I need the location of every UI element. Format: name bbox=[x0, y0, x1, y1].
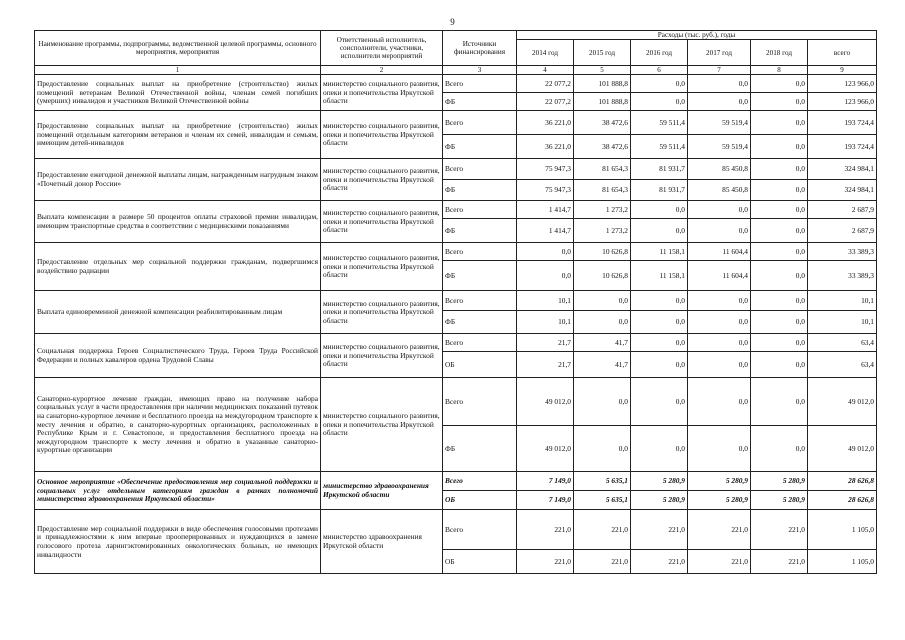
year-value: 0,0 bbox=[751, 334, 808, 352]
year-value: 41,7 bbox=[574, 352, 631, 378]
table-row bbox=[35, 111, 877, 135]
year-value: 81 654,3 bbox=[574, 180, 631, 201]
responsible-executor: министерство социального развития, опеки и попечительства Иркутской области bbox=[321, 159, 443, 201]
responsible-executor: министерство социального развития, опеки и попечительства Иркутской области bbox=[321, 378, 443, 472]
year-value: 7 149,0 bbox=[517, 491, 574, 510]
year-value: 0,0 bbox=[631, 378, 688, 426]
funding-source: ФБ bbox=[443, 426, 517, 472]
header-responsible: Ответственный исполнитель, соисполнители, участники, исполнители мероприятий bbox=[321, 31, 443, 66]
year-value: 221,0 bbox=[751, 510, 808, 550]
year-value: 0,0 bbox=[751, 311, 808, 334]
table-row bbox=[35, 510, 877, 550]
year-value: 10,1 bbox=[517, 291, 574, 311]
column-number: 5 bbox=[574, 66, 631, 75]
year-value: 81 931,7 bbox=[631, 159, 688, 180]
year-value: 221,0 bbox=[751, 550, 808, 574]
responsible-executor: министерство социального развития, опеки и попечительства Иркутской области bbox=[321, 243, 443, 291]
year-value: 0,0 bbox=[751, 135, 808, 159]
funding-source: ФБ bbox=[443, 261, 517, 291]
table-row bbox=[35, 201, 877, 219]
header-year: 2016 год bbox=[631, 40, 688, 66]
header-source: Источники финансирования bbox=[443, 31, 517, 66]
responsible-executor: министерство социального развития, опеки и попечительства Иркутской области bbox=[321, 334, 443, 378]
year-value: 11 604,4 bbox=[688, 243, 751, 261]
funding-source: Всего bbox=[443, 334, 517, 352]
year-value: 75 947,3 bbox=[517, 180, 574, 201]
year-value: 0,0 bbox=[574, 291, 631, 311]
year-value: 1 414,7 bbox=[517, 219, 574, 243]
measure-name: Выплата единовременной денежной компенсации реабилитированным лицам bbox=[35, 291, 321, 334]
year-value: 59 511,4 bbox=[631, 111, 688, 135]
year-value: 81 931,7 bbox=[631, 180, 688, 201]
year-value: 221,0 bbox=[574, 550, 631, 574]
expenditure-table bbox=[34, 30, 877, 574]
year-value: 59 511,4 bbox=[631, 135, 688, 159]
header-name: Наименование программы, подпрограммы, ведомственной целевой программы, основного мероприятия, мероприятия bbox=[35, 31, 321, 66]
funding-source: Всего bbox=[443, 201, 517, 219]
total-value: 49 012,0 bbox=[808, 378, 877, 426]
year-value: 49 012,0 bbox=[517, 378, 574, 426]
year-value: 0,0 bbox=[751, 243, 808, 261]
year-value: 11 604,4 bbox=[688, 261, 751, 291]
table-header bbox=[35, 31, 877, 75]
year-value: 10 626,8 bbox=[574, 243, 631, 261]
table-row bbox=[35, 378, 877, 426]
year-value: 0,0 bbox=[631, 334, 688, 352]
total-value: 33 389,3 bbox=[808, 243, 877, 261]
funding-source: Всего bbox=[443, 111, 517, 135]
table-row bbox=[35, 243, 877, 261]
year-value: 41,7 bbox=[574, 334, 631, 352]
year-value: 22 077,2 bbox=[517, 93, 574, 111]
year-value: 221,0 bbox=[688, 510, 751, 550]
year-value: 0,0 bbox=[631, 93, 688, 111]
year-value: 221,0 bbox=[631, 550, 688, 574]
header-total: всего bbox=[808, 40, 877, 66]
year-value: 11 158,1 bbox=[631, 243, 688, 261]
measure-name: Предоставление социальных выплат на приобретение (строительство) жилых помещений ветеранам Великой Отечественной войны, членам семей погибших (умерших) инвалидов и участников Великой Отечественной войны bbox=[35, 75, 321, 111]
year-value: 0,0 bbox=[688, 93, 751, 111]
year-value: 0,0 bbox=[751, 201, 808, 219]
total-value: 1 105,0 bbox=[808, 510, 877, 550]
year-value: 59 519,4 bbox=[688, 111, 751, 135]
year-value: 5 280,9 bbox=[751, 472, 808, 491]
year-value: 0,0 bbox=[751, 378, 808, 426]
year-value: 36 221,0 bbox=[517, 135, 574, 159]
year-value: 5 280,9 bbox=[751, 491, 808, 510]
funding-source: ФБ bbox=[443, 219, 517, 243]
measure-name: Санаторно-курортное лечение граждан, имеющих право на получение набора социальных услуг в части предоставления при наличии медицинских показаний путевок на санаторно-курортное лечение и бесплатного проезда на междугородном транспорте к месту лечения и обратно, в санаторно-курортных организациях, расположенных в Республике Крым и г. Севастополе, и предоставления бесплатного проезда на междугородном транспорте к месту лечения и обратно в указанные санаторно-курортные организации bbox=[35, 378, 321, 472]
responsible-executor: министерство социального развития, опеки и попечительства Иркутской области bbox=[321, 201, 443, 243]
measure-name: Основное мероприятие «Обеспечение предоставления мер социальной поддержки и социальных услуг отдельным категориям граждан в рамках полномочий министерства здравоохранения Иркутской области» bbox=[35, 472, 321, 510]
year-value: 1 273,2 bbox=[574, 219, 631, 243]
year-value: 0,0 bbox=[631, 201, 688, 219]
responsible-executor: министерство социального развития, опеки и попечительства Иркутской области bbox=[321, 75, 443, 111]
year-value: 5 635,1 bbox=[574, 472, 631, 491]
year-value: 0,0 bbox=[574, 311, 631, 334]
total-value: 123 966,0 bbox=[808, 75, 877, 93]
total-value: 2 687,9 bbox=[808, 219, 877, 243]
year-value: 0,0 bbox=[574, 426, 631, 472]
year-value: 5 280,9 bbox=[631, 491, 688, 510]
year-value: 0,0 bbox=[688, 201, 751, 219]
total-value: 10,1 bbox=[808, 291, 877, 311]
year-value: 101 888,8 bbox=[574, 75, 631, 93]
year-value: 0,0 bbox=[751, 75, 808, 93]
year-value: 75 947,3 bbox=[517, 159, 574, 180]
year-value: 221,0 bbox=[688, 550, 751, 574]
year-value: 0,0 bbox=[751, 426, 808, 472]
year-value: 0,0 bbox=[751, 352, 808, 378]
measure-name: Предоставление ежегодной денежной выплаты лицам, награжденным нагрудным знаком «Почетный донор России» bbox=[35, 159, 321, 201]
responsible-executor: министерство социального развития, опеки и попечительства Иркутской области bbox=[321, 111, 443, 159]
year-value: 0,0 bbox=[751, 111, 808, 135]
header-expenses: Расходы (тыс. руб.), годы bbox=[517, 31, 877, 40]
header-year: 2014 год bbox=[517, 40, 574, 66]
year-value: 0,0 bbox=[631, 291, 688, 311]
year-value: 11 158,1 bbox=[631, 261, 688, 291]
year-value: 21,7 bbox=[517, 352, 574, 378]
column-number: 3 bbox=[443, 66, 517, 75]
year-value: 7 149,0 bbox=[517, 472, 574, 491]
measure-name: Выплата компенсации в размере 50 процентов оплаты страховой премии инвалидам, имеющим транспортные средства в соответствии с медицинскими показаниями bbox=[35, 201, 321, 243]
column-number: 1 bbox=[35, 66, 321, 75]
year-value: 0,0 bbox=[631, 352, 688, 378]
header-year: 2017 год bbox=[688, 40, 751, 66]
funding-source: ОБ bbox=[443, 352, 517, 378]
year-value: 38 472,6 bbox=[574, 135, 631, 159]
year-value: 0,0 bbox=[751, 219, 808, 243]
year-value: 22 077,2 bbox=[517, 75, 574, 93]
year-value: 1 273,2 bbox=[574, 201, 631, 219]
responsible-executor: министерство здравоохранения Иркутской области bbox=[321, 472, 443, 510]
measure-name: Предоставление отдельных мер социальной поддержки гражданам, подвергшимся воздействию радиации bbox=[35, 243, 321, 291]
year-value: 0,0 bbox=[517, 261, 574, 291]
year-value: 81 654,3 bbox=[574, 159, 631, 180]
year-value: 10,1 bbox=[517, 311, 574, 334]
year-value: 0,0 bbox=[631, 219, 688, 243]
year-value: 0,0 bbox=[631, 311, 688, 334]
total-value: 33 389,3 bbox=[808, 261, 877, 291]
funding-source: ФБ bbox=[443, 135, 517, 159]
column-number: 7 bbox=[688, 66, 751, 75]
responsible-executor: министерство социального развития, опеки и попечительства Иркутской области bbox=[321, 291, 443, 334]
measure-name: Предоставление мер социальной поддержки в виде обеспечения голосовыми протезами и принадлежностями к ним впервые прооперированных и нуждающихся в замене голосового протеза ларингэктомированных онкологических больных, не имеющих инвалидности bbox=[35, 510, 321, 574]
funding-source: Всего bbox=[443, 243, 517, 261]
year-value: 5 280,9 bbox=[688, 472, 751, 491]
year-value: 0,0 bbox=[631, 426, 688, 472]
column-number: 6 bbox=[631, 66, 688, 75]
year-value: 0,0 bbox=[688, 311, 751, 334]
total-value: 193 724,4 bbox=[808, 135, 877, 159]
year-value: 221,0 bbox=[631, 510, 688, 550]
funding-source: ФБ bbox=[443, 93, 517, 111]
column-number: 2 bbox=[321, 66, 443, 75]
total-value: 324 984,1 bbox=[808, 159, 877, 180]
total-value: 1 105,0 bbox=[808, 550, 877, 574]
year-value: 0,0 bbox=[751, 159, 808, 180]
year-value: 5 280,9 bbox=[631, 472, 688, 491]
measure-name: Предоставление социальных выплат на приобретение (строительство) жилых помещений отдельным категориям ветеранов и членам их семей, инвалидам и семьям, имеющим детей-инвалидов bbox=[35, 111, 321, 159]
table-row bbox=[35, 472, 877, 491]
column-number: 4 bbox=[517, 66, 574, 75]
total-value: 63,4 bbox=[808, 352, 877, 378]
year-value: 0,0 bbox=[688, 426, 751, 472]
year-value: 38 472,6 bbox=[574, 111, 631, 135]
year-value: 0,0 bbox=[517, 243, 574, 261]
total-value: 10,1 bbox=[808, 311, 877, 334]
funding-source: Всего bbox=[443, 472, 517, 491]
table-row bbox=[35, 334, 877, 352]
year-value: 221,0 bbox=[517, 510, 574, 550]
funding-source: ФБ bbox=[443, 311, 517, 334]
total-value: 193 724,4 bbox=[808, 111, 877, 135]
funding-source: Всего bbox=[443, 378, 517, 426]
total-value: 324 984,1 bbox=[808, 180, 877, 201]
column-number: 9 bbox=[808, 66, 877, 75]
table-row bbox=[35, 291, 877, 311]
year-value: 0,0 bbox=[751, 261, 808, 291]
year-value: 21,7 bbox=[517, 334, 574, 352]
total-value: 123 966,0 bbox=[808, 93, 877, 111]
year-value: 0,0 bbox=[751, 291, 808, 311]
total-value: 28 626,8 bbox=[808, 472, 877, 491]
funding-source: Всего bbox=[443, 75, 517, 93]
table-body bbox=[35, 75, 877, 574]
funding-source: Всего bbox=[443, 510, 517, 550]
table-row bbox=[35, 159, 877, 180]
year-value: 36 221,0 bbox=[517, 111, 574, 135]
year-value: 221,0 bbox=[517, 550, 574, 574]
funding-source: Всего bbox=[443, 291, 517, 311]
year-value: 85 450,8 bbox=[688, 159, 751, 180]
year-value: 0,0 bbox=[574, 378, 631, 426]
year-value: 0,0 bbox=[751, 93, 808, 111]
year-value: 85 450,8 bbox=[688, 180, 751, 201]
year-value: 0,0 bbox=[631, 75, 688, 93]
header-year: 2015 год bbox=[574, 40, 631, 66]
year-value: 5 280,9 bbox=[688, 491, 751, 510]
year-value: 0,0 bbox=[688, 291, 751, 311]
year-value: 0,0 bbox=[688, 352, 751, 378]
funding-source: ФБ bbox=[443, 180, 517, 201]
page-number: 9 bbox=[450, 17, 455, 27]
year-value: 0,0 bbox=[688, 75, 751, 93]
year-value: 10 626,8 bbox=[574, 261, 631, 291]
funding-source: ОБ bbox=[443, 491, 517, 510]
column-numbers bbox=[35, 66, 877, 75]
responsible-executor: министерство здравоохранения Иркутской области bbox=[321, 510, 443, 574]
year-value: 1 414,7 bbox=[517, 201, 574, 219]
year-value: 59 519,4 bbox=[688, 135, 751, 159]
table-row bbox=[35, 75, 877, 93]
total-value: 2 687,9 bbox=[808, 201, 877, 219]
funding-source: Всего bbox=[443, 159, 517, 180]
year-value: 0,0 bbox=[688, 378, 751, 426]
year-value: 101 888,8 bbox=[574, 93, 631, 111]
year-value: 49 012,0 bbox=[517, 426, 574, 472]
year-value: 0,0 bbox=[688, 219, 751, 243]
header-year: 2018 год bbox=[751, 40, 808, 66]
total-value: 49 012,0 bbox=[808, 426, 877, 472]
column-number: 8 bbox=[751, 66, 808, 75]
total-value: 63,4 bbox=[808, 334, 877, 352]
measure-name: Социальная поддержка Героев Социалистического Труда, Героев Труда Российской Федерации и полных кавалеров ордена Трудовой Славы bbox=[35, 334, 321, 378]
year-value: 0,0 bbox=[751, 180, 808, 201]
year-value: 5 635,1 bbox=[574, 491, 631, 510]
year-value: 221,0 bbox=[574, 510, 631, 550]
year-value: 0,0 bbox=[688, 334, 751, 352]
funding-source: ОБ bbox=[443, 550, 517, 574]
total-value: 28 626,8 bbox=[808, 491, 877, 510]
